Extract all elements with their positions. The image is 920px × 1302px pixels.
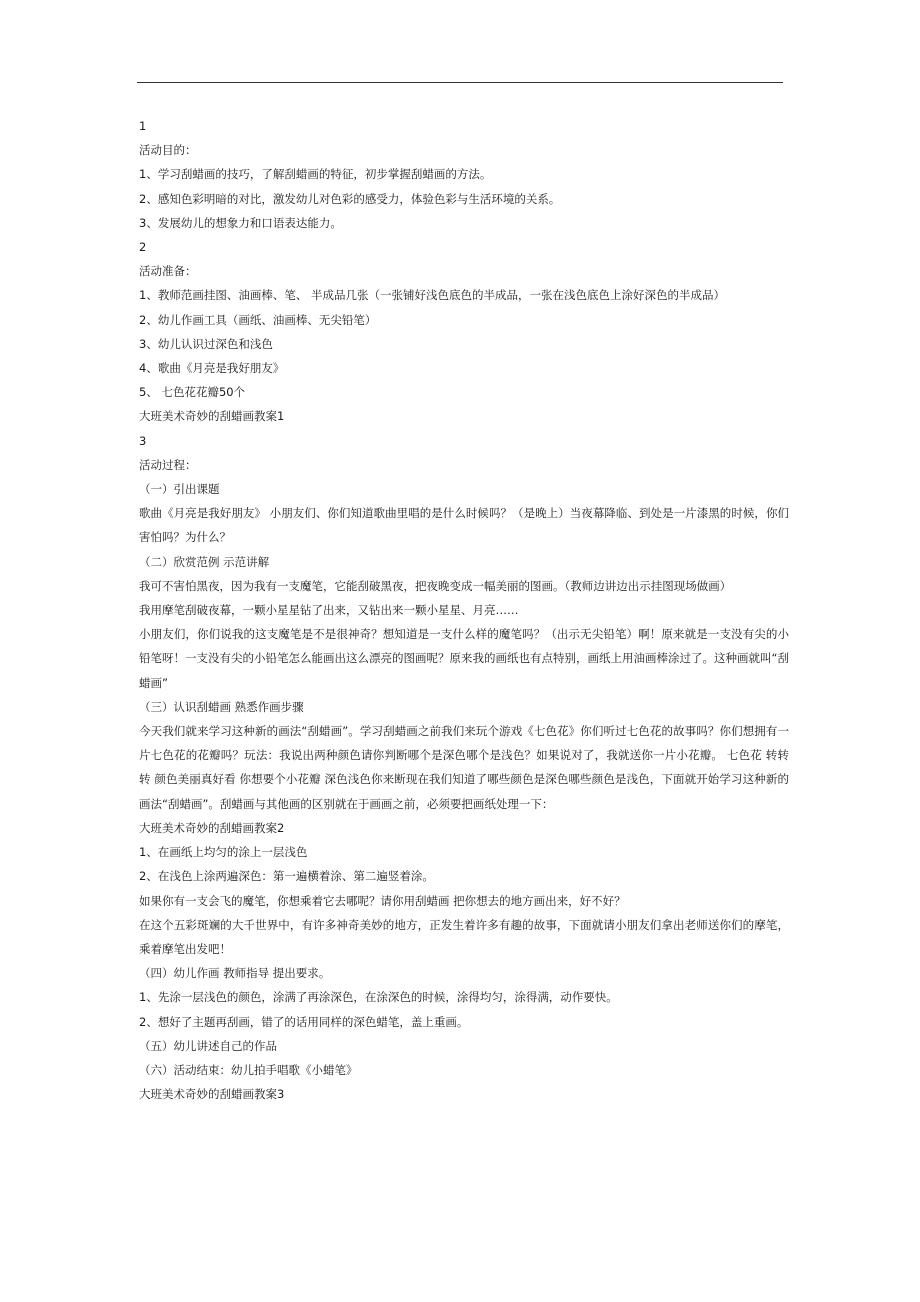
preparation-item: 5、 七色花花瓣50个 [139,385,246,400]
body-paragraph: 我用摩笔刮破夜幕，一颗小星星钻了出来，又钻出来一颗小星星、月亮…… [139,603,519,618]
step-heading: （四）幼儿作画 教师指导 提出要求。 [139,966,331,981]
lesson-title: 大班美术奇妙的刮蜡画教案3 [139,1087,285,1102]
section-number: 1 [139,119,147,133]
body-paragraph: 歌曲《月亮是我好朋友》 小朋友们、你们知道歌曲里唱的是什么时候吗？（是晚上）当夜幕降临、到处是一片漆黑的时候，你们害怕吗？为什么？ [139,506,789,545]
section-number: 3 [139,433,147,448]
requirement-item: 2、想好了主题再刮画，错了的话用同样的深色蜡笔，盖上重画。 [139,1014,469,1029]
heading-activity-preparation: 活动准备： [139,264,197,279]
body-paragraph: 在这个五彩斑斓的大千世界中，有许多神奇美妙的地方，正发生着许多有趣的故事，下面就请小朋友们拿出老师送你们的摩笔，乘着摩笔出发吧！ [139,917,789,956]
step-heading: （一）引出课题 [139,482,220,497]
requirement-item: 1、先涂一层浅色的颜色，涂满了再涂深色，在涂深色的时候，涂得均匀，涂得满，动作要快。 [139,990,618,1005]
process-item: 2、在浅色上涂两遍深色：第一遍横着涂、第二遍竖着涂。 [139,869,434,884]
step-heading: （六）活动结束：幼儿拍手唱歌《小蜡笔》 [139,1062,358,1077]
goal-item: 2、感知色彩明暗的对比，激发幼儿对色彩的感受力，体验色彩与生活环境的关系。 [139,191,561,206]
document-body [139,114,789,1106]
body-paragraph: 今天我们就来学习这种新的画法“刮蜡画”。学习刮蜡画之前我们来玩个游戏《七色花》你们听过七色花的故事吗？你们想拥有一片七色花的花瓣吗？玩法：我说出两种颜色请你判断哪个是深色哪个是浅色？如果说对了，我就送你一片小花瓣。 七色花 转转转 颜色美丽真好看 你想要个小花瓣 深色浅色你来断现在我们知道了哪些颜色是深色哪些颜色是浅色，下面就开始学习这种新的画法“刮蜡画”。刮蜡画与其他画的区别就在于画画之前，必须要把画纸处理一下： [139,724,789,811]
heading-activity-process: 活动过程： [139,457,197,472]
preparation-item: 1、教师范画挂图、油画棒、笔、 半成品几张（一张铺好浅色底色的半成品，一张在浅色底色上涂好深色的半成品） [139,288,725,303]
step-heading: （五）幼儿讲述自己的作品 [139,1038,277,1053]
body-paragraph: 如果你有一支会飞的魔笔，你想乘着它去哪呢？请你用刮蜡画 把你想去的地方画出来，好不好？ [139,893,626,908]
step-heading: （二）欣赏范例 示范讲解 [139,554,270,569]
section-number: 2 [139,240,147,255]
body-paragraph: 小朋友们，你们说我的这支魔笔是不是很神奇？想知道是一支什么样的魔笔吗？（出示无尖铅笔）啊！原来就是一支没有尖的小铅笔呀！一支没有尖的小铅笔怎么能画出这么漂亮的图画呢？原来我的画纸也有点特别，画纸上用油画棒涂过了。这种画就叫“刮蜡画” [139,627,789,690]
lesson-title: 大班美术奇妙的刮蜡画教案2 [139,820,285,835]
preparation-item: 2、幼儿作画工具（画纸、油画棒、无尖铅笔） [139,312,377,327]
goal-item: 3、发展幼儿的想象力和口语表达能力。 [139,215,342,230]
process-item: 1、在画纸上均匀的涂上一层浅色 [139,845,308,860]
preparation-item: 3、幼儿认识过深色和浅色 [139,336,273,351]
goal-item: 1、学习刮蜡画的技巧，了解刮蜡画的特征，初步掌握刮蜡画的方法。 [139,167,492,182]
header-rule [137,82,783,83]
step-heading: （三）认识刮蜡画 熟悉作画步骤 [139,699,304,714]
preparation-item: 4、歌曲《月亮是我好朋友》 [139,361,285,376]
body-paragraph: 我可不害怕黑夜，因为我有一支魔笔，它能刮破黑夜，把夜晚变成一幅美丽的图画。（教师边讲边出示挂图现场做画） [139,578,732,593]
heading-activity-goals: 活动目的： [139,143,197,158]
lesson-title: 大班美术奇妙的刮蜡画教案1 [139,409,285,424]
